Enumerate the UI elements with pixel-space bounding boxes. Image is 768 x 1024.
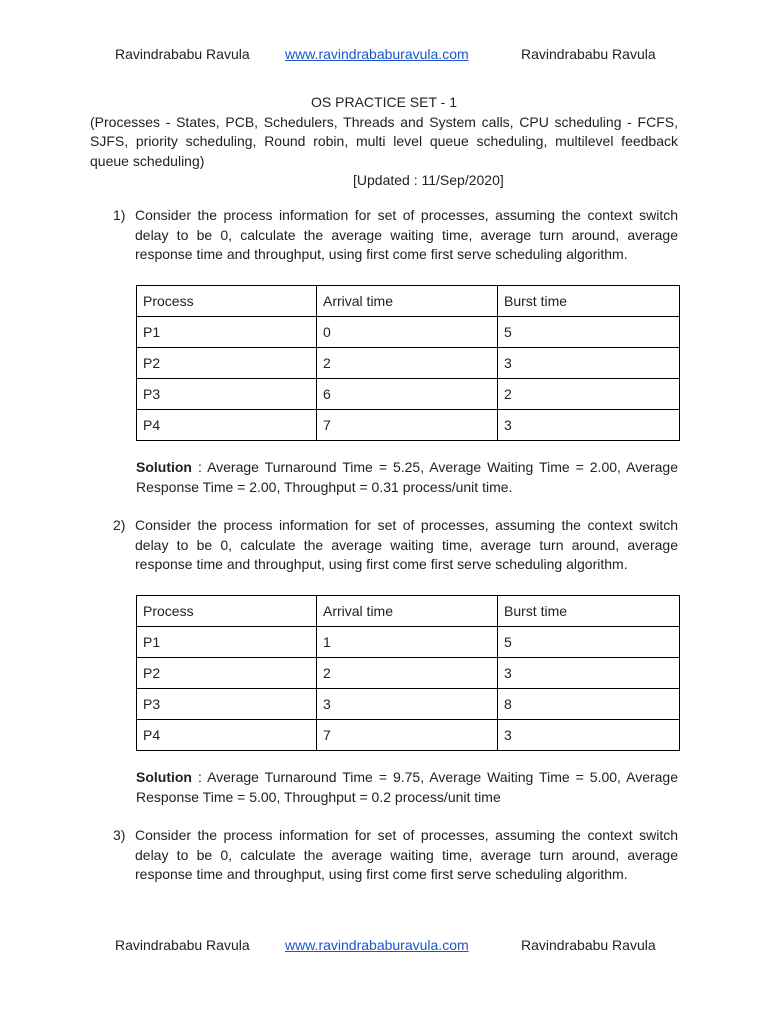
table-cell: 5 xyxy=(498,627,680,658)
process-table-2 xyxy=(136,595,680,751)
table-cell: 5 xyxy=(498,317,680,348)
header-author-right: Ravindrababu Ravula xyxy=(521,46,656,62)
solution-1 xyxy=(136,458,678,497)
solution-text: : Average Turnaround Time = 5.25, Average Waiting Time = 2.00, Average Response Time = 2.00, Throughput = 0.31 process/unit time. xyxy=(136,459,678,495)
table-row xyxy=(137,348,680,379)
table-row xyxy=(137,627,680,658)
solution-label: Solution xyxy=(136,769,192,785)
table-cell: P1 xyxy=(137,627,317,658)
question-2 xyxy=(113,516,678,575)
table-header-row xyxy=(137,596,680,627)
table-header-cell: Burst time xyxy=(498,286,680,317)
table-cell: 7 xyxy=(317,720,498,751)
table-cell: 2 xyxy=(498,379,680,410)
header-author-left: Ravindrababu Ravula xyxy=(115,46,250,62)
table-cell: 6 xyxy=(317,379,498,410)
question-text: Consider the process information for set of processes, assuming the context switch delay to be 0, calculate the average waiting time, average turn around, average response time and throughput, using first come first serve scheduling algorithm. xyxy=(135,827,678,882)
table-header-row xyxy=(137,286,680,317)
table-cell: P3 xyxy=(137,379,317,410)
table-cell: P4 xyxy=(137,410,317,441)
footer-author-right: Ravindrababu Ravula xyxy=(521,937,656,953)
table-row xyxy=(137,658,680,689)
table-cell: 3 xyxy=(498,348,680,379)
table-header-cell: Burst time xyxy=(498,596,680,627)
process-table-1 xyxy=(136,285,680,441)
table-cell: 7 xyxy=(317,410,498,441)
table-cell: P2 xyxy=(137,348,317,379)
table-header-cell: Process xyxy=(137,596,317,627)
solution-2 xyxy=(136,768,678,807)
table-row xyxy=(137,689,680,720)
table-cell: P4 xyxy=(137,720,317,751)
table-row xyxy=(137,317,680,348)
solution-label: Solution xyxy=(136,459,192,475)
question-1 xyxy=(113,206,678,265)
table-cell: 3 xyxy=(498,720,680,751)
table-cell: 8 xyxy=(498,689,680,720)
table-row xyxy=(137,720,680,751)
table-cell: 2 xyxy=(317,658,498,689)
table-cell: 3 xyxy=(498,410,680,441)
question-text: Consider the process information for set of processes, assuming the context switch delay to be 0, calculate the average waiting time, average turn around, average response time and throughput, using first come first serve scheduling algorithm. xyxy=(135,207,678,262)
table-row xyxy=(137,410,680,441)
footer-author-left: Ravindrababu Ravula xyxy=(115,937,250,953)
page-subtitle: (Processes - States, PCB, Schedulers, Threads and System calls, CPU scheduling - FCFS, SJFS, priority scheduling, Round robin, multi level queue scheduling, multilevel feedback queue scheduling) xyxy=(90,113,678,169)
question-3 xyxy=(113,826,678,885)
table-cell: 2 xyxy=(317,348,498,379)
table-cell: P2 xyxy=(137,658,317,689)
page-footer xyxy=(0,937,768,957)
table-cell: 1 xyxy=(317,627,498,658)
table-cell: 3 xyxy=(317,689,498,720)
updated-date: [Updated : 11/Sep/2020] xyxy=(353,172,504,188)
question-number: 1) xyxy=(113,207,126,223)
title-block xyxy=(90,93,678,191)
page-title: OS PRACTICE SET - 1 xyxy=(311,94,457,110)
table-header-cell: Process xyxy=(137,286,317,317)
table-cell: P3 xyxy=(137,689,317,720)
question-number: 2) xyxy=(113,517,126,533)
question-number: 3) xyxy=(113,827,126,843)
table-cell: P1 xyxy=(137,317,317,348)
table-header-cell: Arrival time xyxy=(317,596,498,627)
footer-website-link[interactable]: www.ravindrababuravula.com xyxy=(285,937,469,953)
page-header xyxy=(0,46,768,66)
table-cell: 0 xyxy=(317,317,498,348)
solution-text: : Average Turnaround Time = 9.75, Average Waiting Time = 5.00, Average Response Time = 5.00, Throughput = 0.2 process/unit time xyxy=(136,769,678,805)
table-cell: 3 xyxy=(498,658,680,689)
header-website-link[interactable]: www.ravindrababuravula.com xyxy=(285,46,469,62)
question-text: Consider the process information for set of processes, assuming the context switch delay to be 0, calculate the average waiting time, average turn around, average response time and throughput, using first come first serve scheduling algorithm. xyxy=(135,517,678,572)
table-row xyxy=(137,379,680,410)
table-header-cell: Arrival time xyxy=(317,286,498,317)
